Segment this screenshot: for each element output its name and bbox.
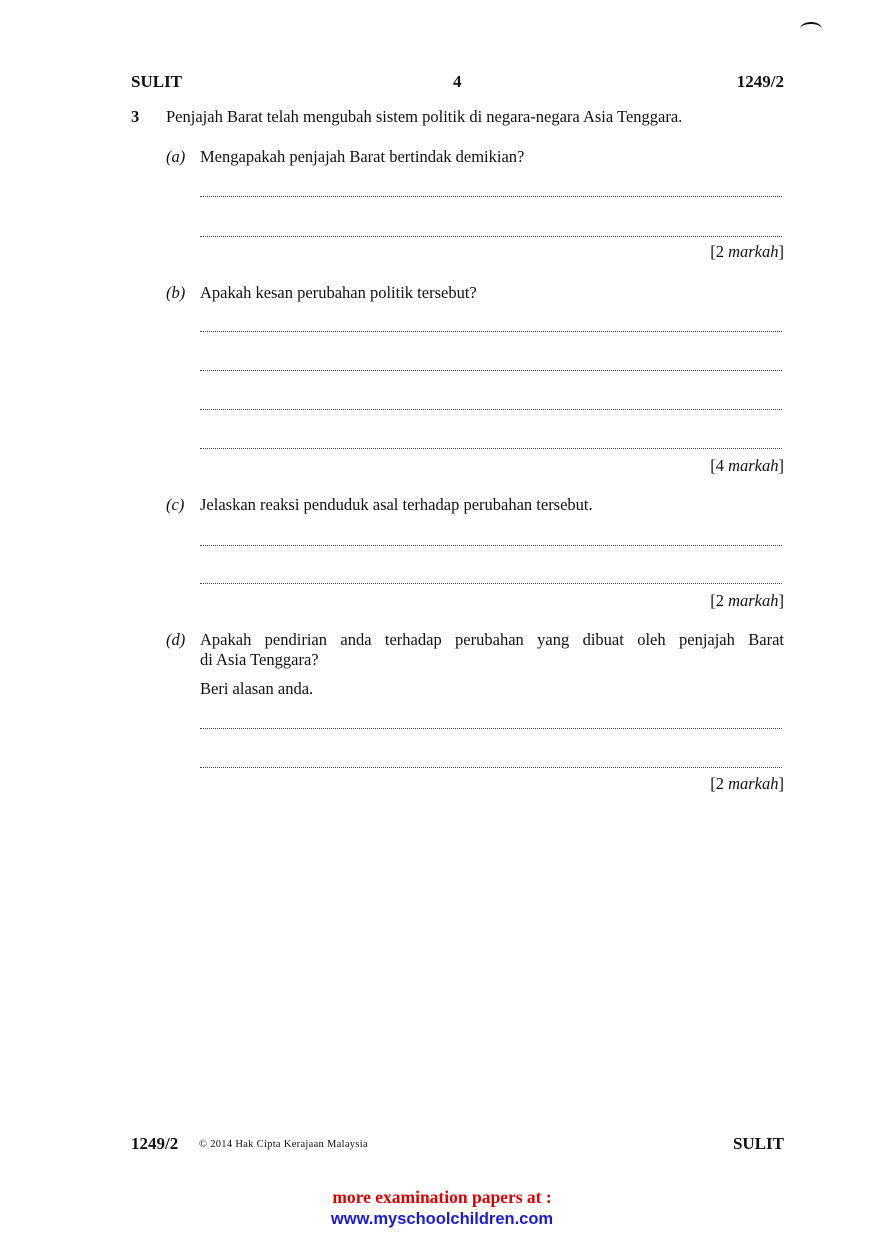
marks-d: [2 markah] — [710, 774, 784, 793]
part-d-question-line2: di Asia Tenggara? — [200, 650, 319, 669]
answer-line-d1[interactable] — [200, 728, 782, 729]
answer-line-a1[interactable] — [200, 196, 782, 197]
footer-copyright: © 2014 Hak Cipta Kerajaan Malaysia — [199, 1139, 368, 1150]
answer-line-b1[interactable] — [200, 331, 782, 332]
answer-line-c2[interactable] — [200, 583, 782, 584]
footer-sulit: SULIT — [732, 1134, 784, 1153]
answer-line-a2[interactable] — [200, 236, 782, 237]
answer-line-b3[interactable] — [200, 409, 782, 410]
answer-line-b2[interactable] — [200, 370, 782, 371]
watermark-line1: more examination papers at : — [332, 1187, 552, 1207]
header-sulit: SULIT — [131, 72, 183, 91]
marks-b: [4 markah] — [710, 456, 784, 475]
part-a-label: (a) — [166, 147, 186, 166]
part-d-label: (d) — [166, 630, 186, 649]
part-a-question: Mengapakah penjajah Barat bertindak demikian? — [200, 147, 525, 166]
marks-c: [2 markah] — [710, 591, 784, 610]
page-number: 4 — [453, 72, 462, 91]
part-d-question-line1: Apakah pendirian anda terhadap perubahan yang dibuat oleh penjajah Barat — [200, 630, 784, 649]
question-number: 3 — [131, 107, 140, 126]
part-b-question: Apakah kesan perubahan politik tersebut? — [200, 283, 477, 302]
part-d-instruction: Beri alasan anda. — [200, 679, 314, 698]
watermark-link[interactable]: www.myschoolchildren.com — [330, 1210, 554, 1228]
marks-a: [2 markah] — [710, 242, 784, 261]
page-corner-mark — [800, 22, 822, 36]
footer-paper-code: 1249/2 — [131, 1134, 179, 1153]
part-c-label: (c) — [166, 495, 185, 514]
part-b-label: (b) — [166, 283, 186, 302]
answer-line-c1[interactable] — [200, 545, 782, 546]
question-stem: Penjajah Barat telah mengubah sistem politik di negara-negara Asia Tenggara. — [166, 107, 683, 126]
part-c-question: Jelaskan reaksi penduduk asal terhadap perubahan tersebut. — [200, 495, 593, 514]
answer-line-b4[interactable] — [200, 448, 782, 449]
answer-line-d2[interactable] — [200, 767, 782, 768]
header-paper-code: 1249/2 — [736, 72, 784, 91]
